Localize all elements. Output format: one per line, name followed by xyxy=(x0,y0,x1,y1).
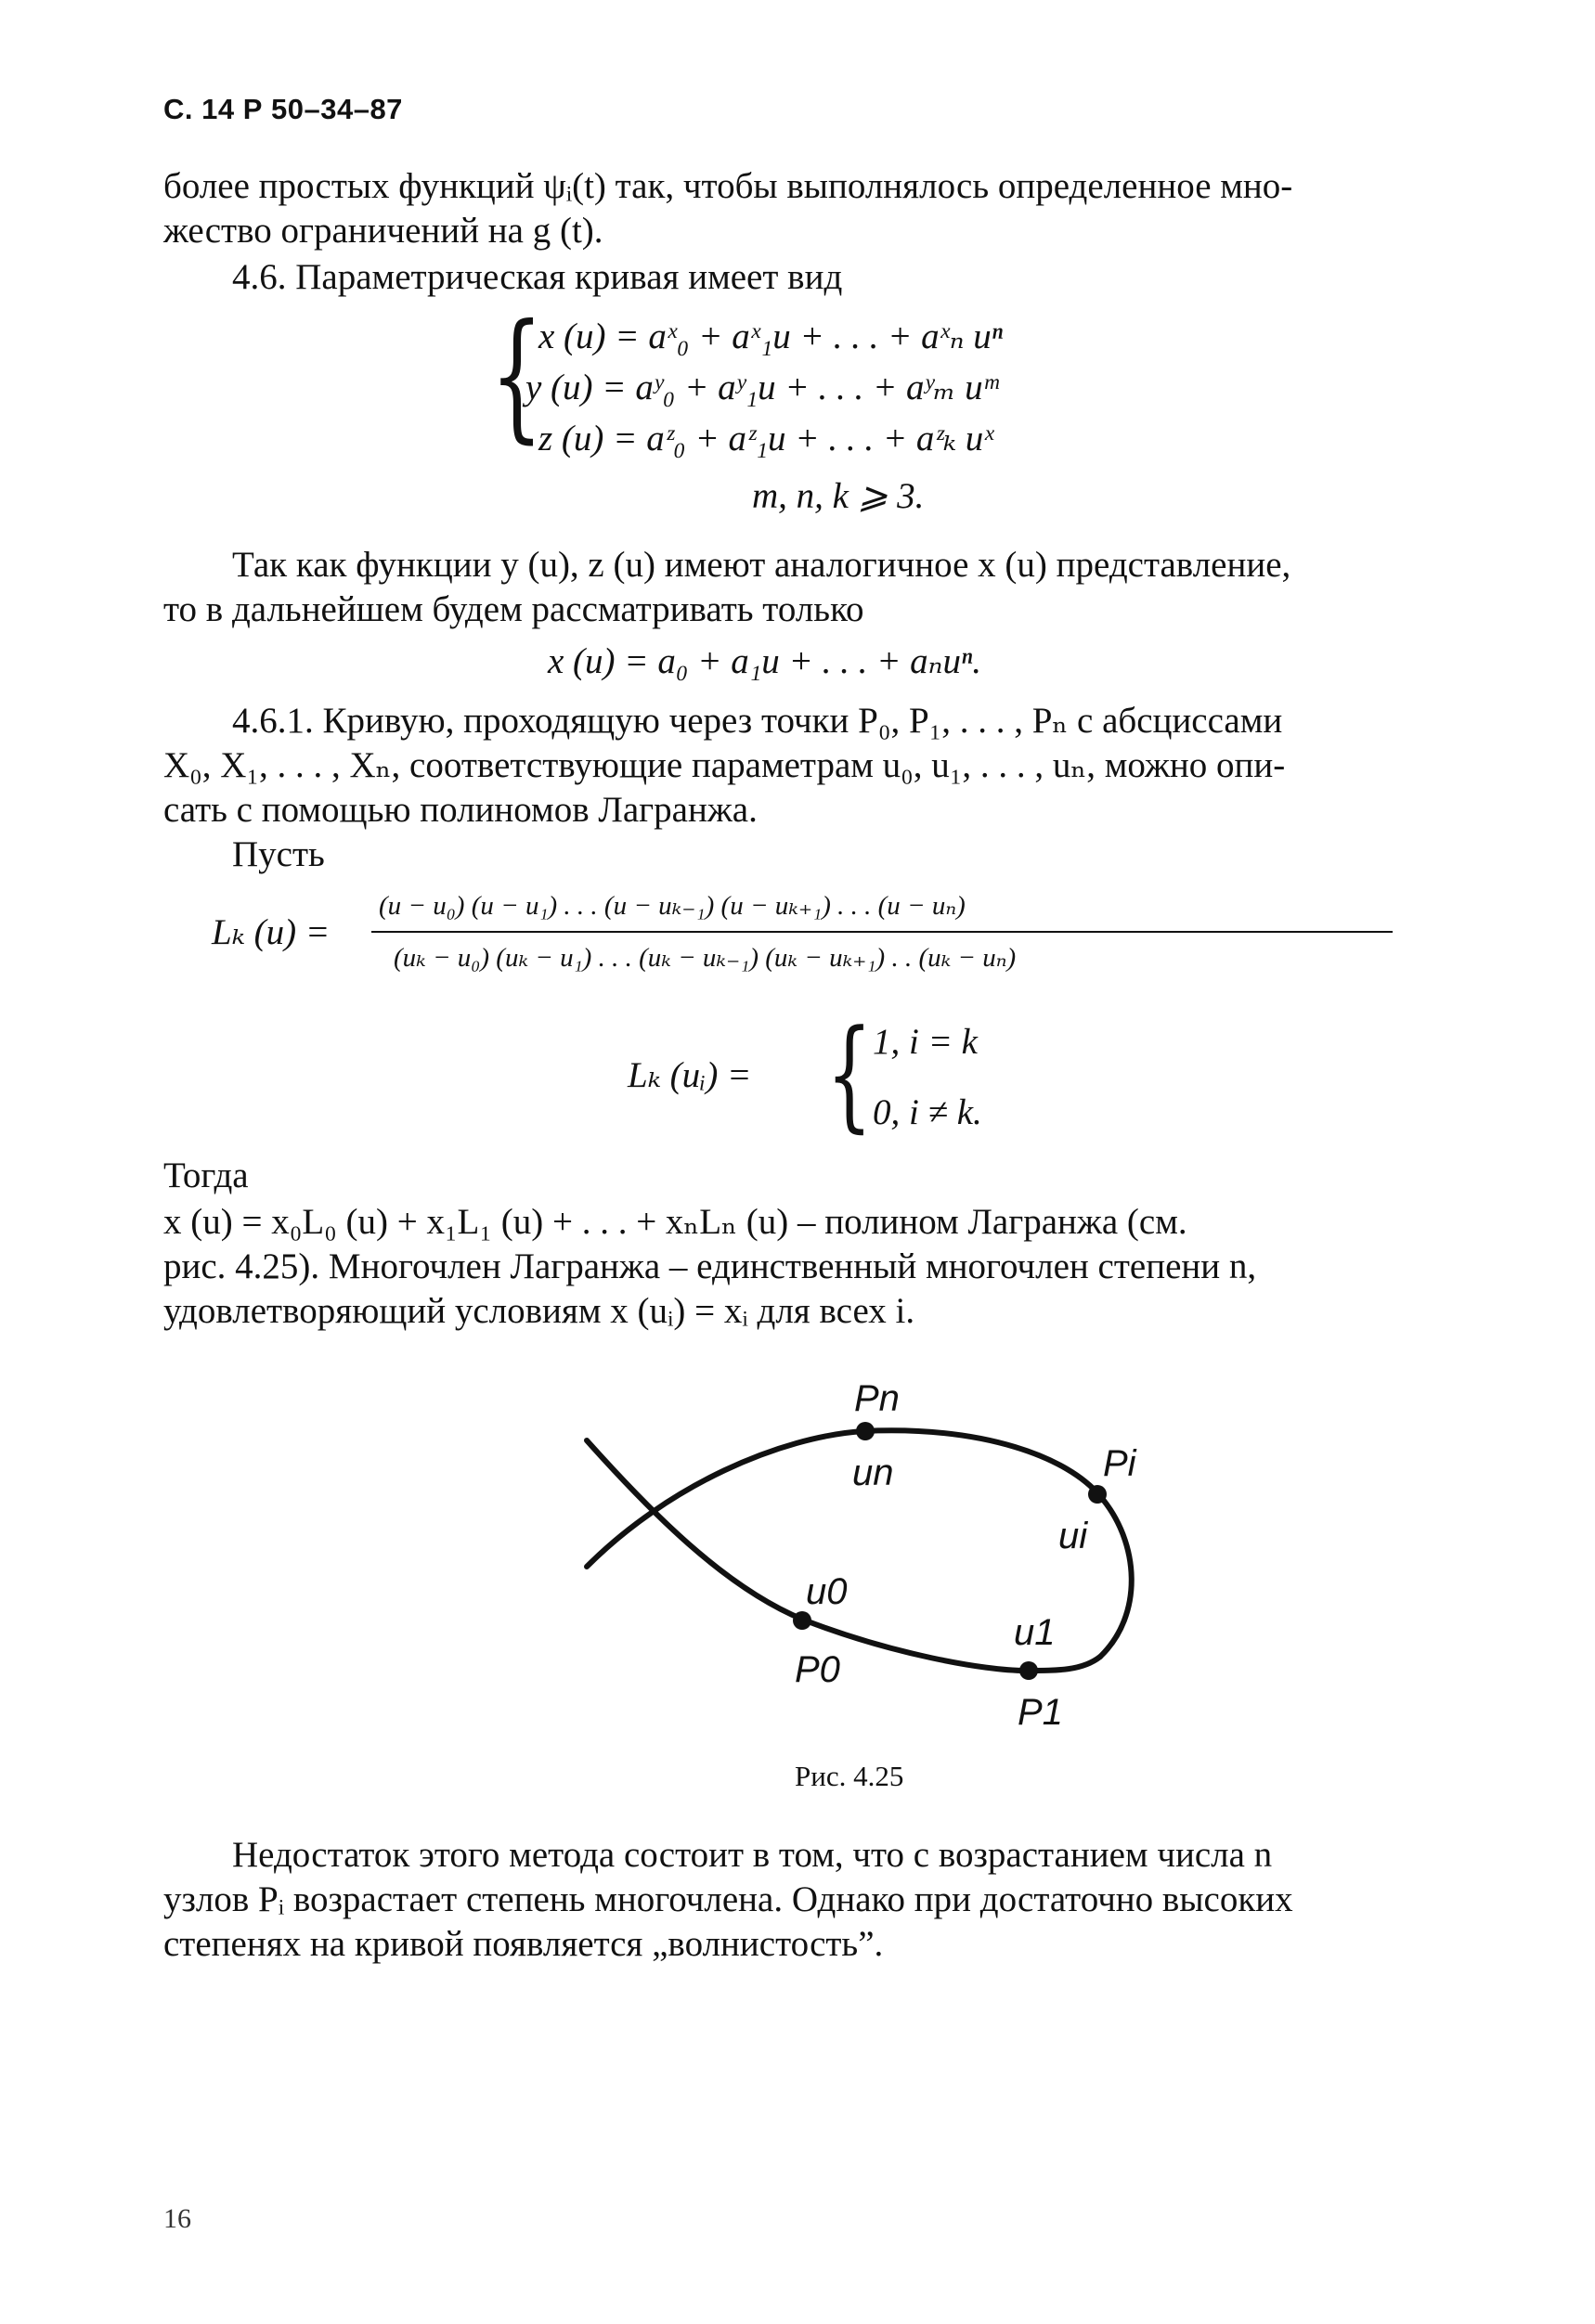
section-4-6-1-line-2: X₀, X₁, . . . , Xₙ, соответствующие параметрам u₀, u₁, . . . , uₙ, можно опи- xyxy=(163,745,1286,785)
figure-caption: Рис. 4.25 xyxy=(795,1760,904,1792)
section-4-6-heading: 4.6. Параметрическая кривая имеет вид xyxy=(232,257,843,297)
point-p1 xyxy=(1019,1661,1038,1680)
togda-label: Тогда xyxy=(163,1156,249,1195)
para-end-line-3: степенях на кривой появляется „волнистость”. xyxy=(163,1924,884,1964)
label-pn: Pn xyxy=(854,1378,900,1419)
section-4-6-1-line-3: сать с помощью полиномов Лагранжа. xyxy=(163,790,758,830)
system-condition: m, n, k ⩾ 3. xyxy=(752,476,925,516)
lagrange-lhs: Lₖ (u) = xyxy=(212,912,331,952)
para-poly-line-2: рис. 4.25). Многочлен Лагранжа – единственный многочлен степени n, xyxy=(163,1246,1257,1286)
lk-ui-case-1: 1, i = k xyxy=(873,1022,978,1062)
lagrange-denominator: (uₖ − u₀) (uₖ − u₁) . . . (uₖ − uₖ₋₁) (uₖ − uₖ₊₁) . . (uₖ − uₙ) xyxy=(394,943,1017,973)
section-4-6-1-line-1: 4.6.1. Кривую, проходящую через точки P₀, P₁, . . . , Pₙ с абсциссами xyxy=(232,701,1283,741)
label-u1: u1 xyxy=(1014,1612,1056,1653)
label-u0: u0 xyxy=(806,1571,848,1612)
intro-line-2: жество ограничений на g (t). xyxy=(163,211,603,251)
lagrange-numerator: (u − u₀) (u − u₁) . . . (u − uₖ₋₁) (u − uₖ₊₁) . . . (u − uₙ) xyxy=(379,891,966,921)
para-since-line-2: то в дальнейшем будем рассматривать только xyxy=(163,589,864,629)
label-p0: P0 xyxy=(795,1649,840,1690)
system-eq-x: x (u) = aˣ₀ + aˣ₁u + . . . + aˣₙ uⁿ xyxy=(538,316,1004,356)
cases-brace: { xyxy=(826,1003,873,1144)
label-un: un xyxy=(852,1452,894,1493)
pust-label: Пусть xyxy=(232,834,325,874)
lk-ui-lhs: Lₖ (uᵢ) = xyxy=(628,1055,752,1095)
point-p0 xyxy=(793,1611,811,1630)
intro-line-1: более простых функций ψᵢ(t) так, чтобы выполнялось определенное мно- xyxy=(163,166,1293,206)
label-ui: ui xyxy=(1058,1516,1088,1556)
system-eq-y: y (u) = aʸ₀ + aʸ₁u + . . . + aʸₘ uᵐ xyxy=(525,368,998,407)
label-p1: P1 xyxy=(1018,1692,1063,1733)
page-header: С. 14 Р 50–34–87 xyxy=(163,93,403,125)
point-pi xyxy=(1088,1485,1107,1504)
para-since-line-1: Так как функции y (u), z (u) имеют аналогичное x (u) представление, xyxy=(232,545,1291,585)
system-brace: { xyxy=(490,295,544,457)
system-eq-z: z (u) = aᶻ₀ + aᶻ₁u + . . . + aᶻₖ uˣ xyxy=(538,419,994,458)
para-end-line-1: Недостаток этого метода состоит в том, что с возрастанием числа n xyxy=(232,1835,1273,1875)
formula-x-u: x (u) = a₀ + a₁u + . . . + aₙuⁿ. xyxy=(548,641,982,681)
para-poly-line-1: x (u) = x₀L₀ (u) + x₁L₁ (u) + . . . + xₙLₙ (u) – полином Лагранжа (см. xyxy=(163,1202,1187,1242)
para-poly-line-3: удовлетворяющий условиям x (uᵢ) = xᵢ для всех i. xyxy=(163,1291,915,1331)
point-pn xyxy=(856,1422,875,1440)
lk-ui-case-2: 0, i ≠ k. xyxy=(873,1092,982,1132)
para-end-line-2: узлов Pᵢ возрастает степень многочлена. Однако при достаточно высоких xyxy=(163,1879,1293,1919)
page-number: 16 xyxy=(163,2203,191,2234)
label-pi: Pi xyxy=(1103,1443,1136,1484)
